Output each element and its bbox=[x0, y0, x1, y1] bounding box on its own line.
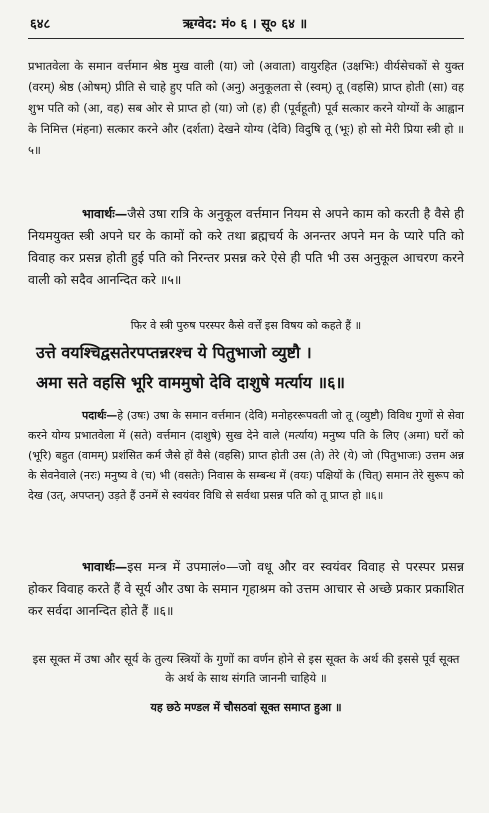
bhavartha-text-2: इस मन्त्र में उपमालं०—जो वधू और वर स्वयंवर विवाह से परस्पर प्रसन्न होकर विवाह करते हैं वे सूर्य और उषा के समान गृहाश्रम को उत्तम आचार से अच्छे प्रकार प्रकाशित कर सर्वदा आनन्दित होते हैं ॥६॥ bbox=[28, 559, 464, 618]
bhavartha-label-2: भावार्थः— bbox=[82, 559, 128, 574]
page-header bbox=[30, 14, 460, 36]
bhavartha-paragraph-1 bbox=[28, 203, 464, 291]
padartha-text: हे (उषः) उषा के समान वर्त्तमान (देवि) मनोहररूपवती जो तू (व्युष्टौ) विविध गुणों से सेवा करने योग्य प्रभातवेला में (सते) वर्त्तमान (दाशुषे) सुख देने वाले (मर्त्याय) मनुष्य पति के लिए (अमा) घरों को (भूरि) बहुत (वामम्) प्रशंसित कर्म जैसे हों वैसे (वहसि) प्राप्त होती उस (ते) तेरे (ये) जो (पितुभाजः) उत्तम अन्न के सेवनेवाले (नरः) मनुष्य वे (च) भी (वसतेः) निवास के सम्बन्ध में (वयः) पक्षियों के (चित्) समान तेरे सुरूप को देख (उत्, अपप्तन्) उड़ते हैं उनमें से स्वयंवर विधि से सर्वथा प्रसन्न पति को तू प्राप्त हो ॥६॥ bbox=[28, 409, 464, 502]
mantra-line-1: उत्ते वयश्चिद्वसतेरपप्तन्नरश्च ये पितुभाजो व्युष्टौ । bbox=[36, 343, 312, 362]
mantra-line-2: अमा सते वहसि भूरि वाममुषो देवि दाशुषे मर्त्याय ॥६॥ bbox=[36, 373, 345, 392]
continuation-paragraph: प्रभातवेला के समान वर्त्तमान श्रेष्ठ मुख वाली (या) जो (अवाता) वायुरहित (उक्षभिः) वीर्यसेचकों से युक्त (वरम्) श्रेष्ठ (ओषम्) प्रीति से चाहे हुए पति को (अनु) अनुकूलता से (स्वम्) तू (वहसि) प्राप्त होती (सा) वह शुभ पति को (आ, वह) सब ओर से प्राप्त हो (या) जो (ह) ही (पूर्वहूतौ) पूर्व सत्कार करने योग्यों के आह्वान के निमित्त (मंहना) सत्कार करने और (दर्शता) देखने योग्य (देवि) विदुषि तू (भूः) हो सो मेरी प्रिया स्त्री हो ॥५॥ bbox=[28, 59, 464, 157]
bhavartha-text-1: जैसे उषा रात्रि के अनुकूल वर्त्तमान नियम से अपने काम को करती है वैसे ही नियमयुक्त स्त्री अपने घर के कामों को करे तथा ब्रह्मचर्य के अनन्तर अपने मन के प्यारे पति को विवाह कर प्रसन्न होती हुई पति को निरन्तर प्रसन्न करे ऐसे ही पति भी उस अनुकूल आचरण करने वाली को सदैव आनन्दित करे ॥५॥ bbox=[28, 206, 464, 287]
padartha-paragraph bbox=[28, 406, 464, 506]
page-number: ६४८ bbox=[30, 17, 51, 32]
sangati-note: इस सूक्त में उषा और सूर्य के तुल्य स्त्रियों के गुणों का वर्णन होने से इस सूक्त के अर्थ की इससे पूर्व सूक्त के अर्थ के साथ संगति जाननी चाहिये ॥ bbox=[32, 652, 460, 685]
running-title: ऋग्वेद: मं० ६ । सू० ६४ ॥ bbox=[182, 17, 308, 32]
header-rule bbox=[28, 38, 464, 39]
padartha-label: पदार्थः— bbox=[82, 409, 118, 422]
colophon: यह छठे मण्डल में चौसठवां सूक्त समाप्त हुआ ॥ bbox=[150, 701, 342, 714]
bhavartha-label-1: भावार्थः— bbox=[82, 206, 128, 221]
intro-line: फिर वे स्त्री पुरुष परस्पर कैसे वर्त्तें इस विषय को कहते हैं ॥ bbox=[130, 319, 362, 332]
bhavartha-paragraph-2 bbox=[28, 556, 464, 622]
